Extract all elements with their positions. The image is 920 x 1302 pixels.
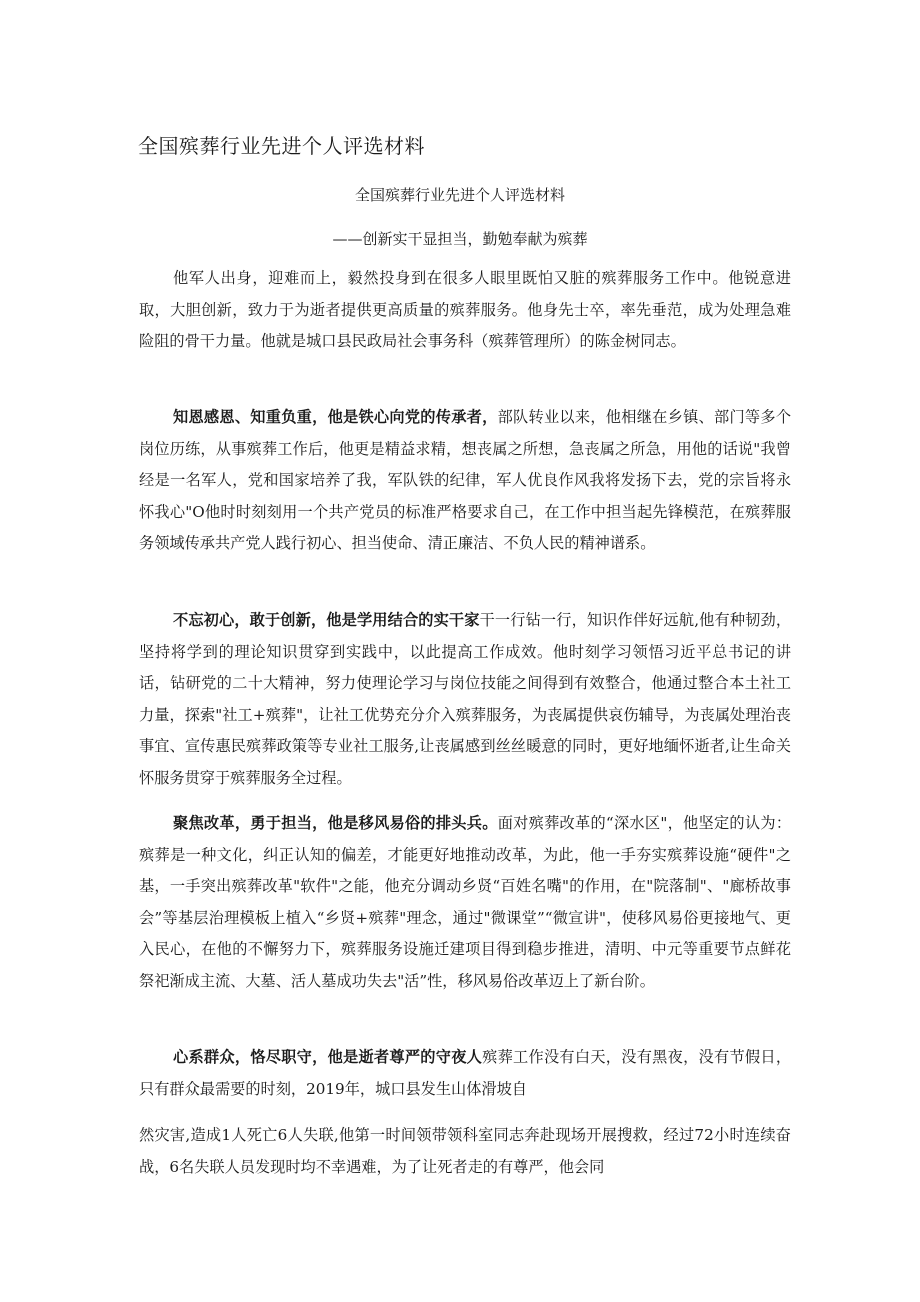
document-heading: 全国殡葬行业先进个人评选材料 [138, 134, 425, 158]
paragraph-lead: 心系群众，恪尽职守，他是逝者尊严的守夜人 [173, 1048, 483, 1066]
paragraph-lead: 知恩感恩、知重负重，他是铁心向党的传承者， [173, 408, 498, 426]
paragraph-service [139, 1042, 791, 1105]
paragraph-text: 他军人出身，迎难而上，毅然投身到在很多人眼里既怕又脏的殡葬服务工作中。他锐意进取，大胆创新，致力于为逝者提供更高质量的殡葬服务。他身先士卒，率先垂范，成为处理急难险阻的骨干力量。他就是城口县民政局社会事务科（殡葬管理所）的陈金树同志。 [139, 269, 791, 350]
paragraph-text: 干一行钻一行，知识作伴好远航,他有种韧劲，坚持将学到的理论知识贯穿到实践中，以此提高工作成效。他时刻学习领悟习近平总书记的讲话，钻研党的二十大精神，努力使理论学习与岗位技能之间得到有效整合，他通过整合本土社工力量，探索"社工+殡葬"，让社工优势充分介入殡葬服务，为丧属提供哀伤辅导，为丧属处理治丧事宜、宣传惠民殡葬政策等专业社工服务,让丧属感到丝丝暖意的同时，更好地缅怀逝者,让生命关怀服务贯穿于殡葬服务全过程。 [139, 611, 792, 787]
paragraph-text: 然灾害,造成1人死亡6人失联,他第一时间领带领科室同志奔赴现场开展搜救，经过72小时连续奋战，6名失联人员发现时均不幸遇难，为了让死者走的有尊严，他会同 [139, 1126, 791, 1176]
paragraph-text: 殡葬工作没有白天，没有黑夜，没有节假日，只有群众最需要的时刻，2019年，城口县发生山体滑坡自 [139, 1048, 792, 1098]
paragraph-disaster [139, 1120, 791, 1183]
paragraph-lead: 不忘初心，敢于创新，他是学用结合的实干家 [173, 611, 480, 629]
paragraph-intro [139, 263, 791, 358]
paragraph-innovation [139, 605, 791, 794]
center-title: 全国殡葬行业先进个人评选材料 [354, 186, 565, 204]
paragraph-party [139, 402, 791, 560]
paragraph-text: 面对殡葬改革的“深水区"，他坚定的认为：殡葬是一种文化，纠正认知的偏差，才能更好地推动改革，为此，他一手夯实殡葬设施“硬件"之基，一手突出殡葬改革"软件"之能，他充分调动乡贤“百姓名嘴"的作用，在"院落制"、"廊桥故事会”等基层治理模板上植入“乡贤+殡葬"理念，通过"微课堂”“微宣讲"，使移风易俗更接地气、更入民心，在他的不懈努力下，殡葬服务设施迁建项目得到稳步推进，清明、中元等重要节点鲜花祭祀渐成主流、大墓、活人墓成功失去"活”性，移风易俗改革迈上了新台阶。 [139, 814, 792, 990]
subtitle: ——创新实干显担当，勤勉奉献为殡葬 [332, 230, 588, 248]
paragraph-lead: 聚焦改革，勇于担当，他是移风易俗的排头兵。 [173, 814, 498, 832]
paragraph-reform [139, 808, 791, 997]
paragraph-text: 部队转业以来，他相继在乡镇、部门等多个岗位历练，从事殡葬工作后，他更是精益求精，想丧属之所想，急丧属之所急，用他的话说"我曾经是一名军人，党和国家培养了我，军队铁的纪律，军人优良作风我将发扬下去，党的宗旨将永怀我心"O他时时刻刻用一个共产党员的标准严格要求自己，在工作中担当起先锋模范，在殡葬服务领域传承共产党人践行初心、担当使命、清正廉洁、不负人民的精神谱系。 [139, 408, 792, 552]
